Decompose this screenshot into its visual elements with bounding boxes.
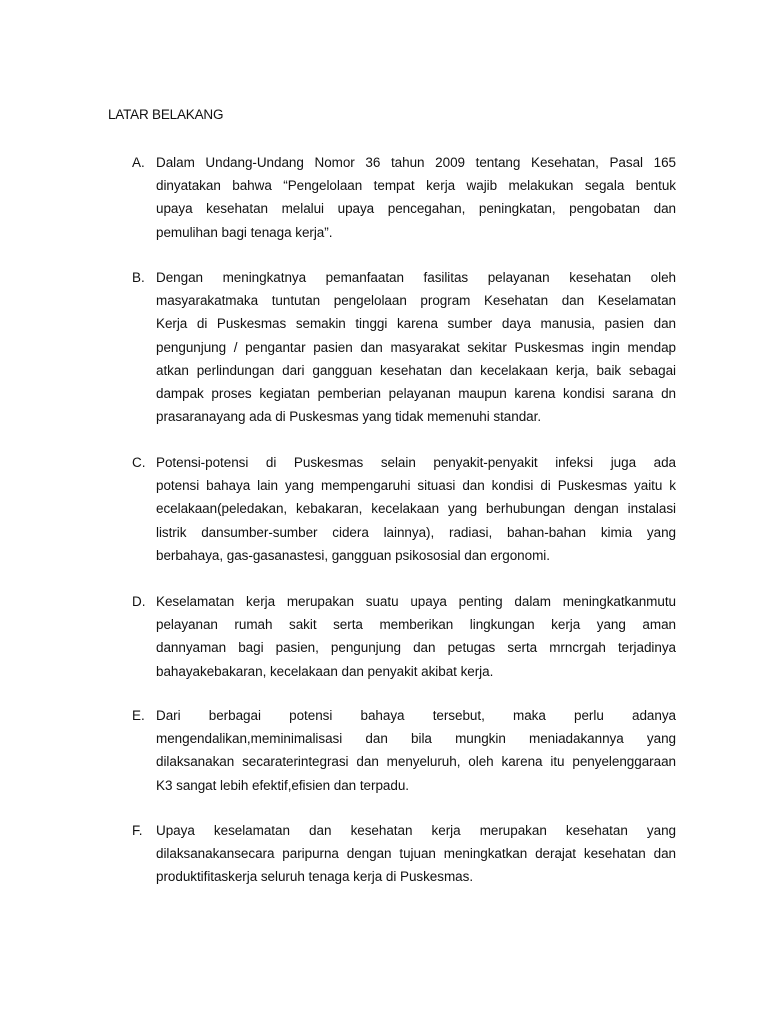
paragraph-line: Potensi-potensi di Puskesmas selain penyakit-penyakit infeksi juga ada bbox=[156, 455, 676, 470]
paragraph-line: Kerja di Puskesmas semakin tinggi karena sumber daya manusia, pasien dan bbox=[156, 316, 676, 332]
paragraph-line: Keselamatan kerja merupakan suatu upaya penting dalam meningkatkanmutu bbox=[156, 594, 676, 609]
paragraph-line: listrik dansumber-sumber cidera lainnya), radiasi, bahan-bahan kimia yang bbox=[156, 524, 676, 540]
paragraph-line: pengunjung / pengantar pasien dan masyarakat sekitar Puskesmas ingin mendap bbox=[156, 339, 676, 355]
list-marker: C. bbox=[132, 455, 146, 470]
list-marker: A. bbox=[132, 155, 145, 170]
paragraph bbox=[156, 819, 676, 889]
paragraph-line: masyarakatmaka tuntutan pengelolaan program Kesehatan dan Keselamatan bbox=[156, 293, 676, 309]
list-marker: F. bbox=[132, 823, 143, 838]
paragraph-line: Upaya keselamatan dan kesehatan kerja merupakan kesehatan yang bbox=[156, 823, 676, 838]
section-heading: LATAR BELAKANG bbox=[108, 107, 224, 122]
paragraph-line: bahayakebakaran, kecelakaan dan penyakit akibat kerja. bbox=[156, 663, 494, 679]
paragraph bbox=[156, 590, 676, 683]
paragraph-line: Dari berbagai potensi bahaya tersebut, maka perlu adanya bbox=[156, 708, 676, 723]
paragraph-line: K3 sangat lebih efektif,efisien dan terpadu. bbox=[156, 777, 409, 793]
paragraph bbox=[156, 451, 676, 567]
paragraph bbox=[156, 266, 676, 428]
paragraph-line: mengendalikan,meminimalisasi dan bila mungkin meniadakannya yang bbox=[156, 731, 676, 747]
paragraph-line: atkan perlindungan dari gangguan kesehatan dan kecelakaan kerja, baik sebagai bbox=[156, 362, 676, 378]
paragraph-line: upaya kesehatan melalui upaya pencegahan, peningkatan, pengobatan dan bbox=[156, 201, 676, 217]
paragraph bbox=[156, 151, 676, 244]
paragraph bbox=[156, 704, 676, 797]
paragraph-line: pemulihan bagi tenaga kerja”. bbox=[156, 224, 333, 240]
list-marker: E. bbox=[132, 708, 145, 723]
paragraph-line: potensi bahaya lain yang mempengaruhi situasi dan kondisi di Puskesmas yaitu k bbox=[156, 478, 676, 494]
list-marker: D. bbox=[132, 594, 146, 609]
paragraph-line: dampak proses kegiatan pemberian pelayanan maupun karena kondisi sarana dn bbox=[156, 385, 676, 401]
paragraph-line: berbahaya, gas-gasanastesi, gangguan psikososial dan ergonomi. bbox=[156, 547, 550, 563]
paragraph-line: pelayanan rumah sakit serta memberikan lingkungan kerja yang aman bbox=[156, 617, 676, 633]
paragraph-line: dilaksanakansecara paripurna dengan tujuan meningkatkan derajat kesehatan dan bbox=[156, 846, 676, 862]
paragraph-line: Dengan meningkatnya pemanfaatan fasilitas pelayanan kesehatan oleh bbox=[156, 270, 676, 285]
paragraph-line: Dalam Undang-Undang Nomor 36 tahun 2009 tentang Kesehatan, Pasal 165 bbox=[156, 155, 676, 170]
paragraph-line: ecelakaan(peledakan, kebakaran, kecelakaan yang berhubungan dengan instalasi bbox=[156, 501, 676, 517]
paragraph-line: produktifitaskerja seluruh tenaga kerja di Puskesmas. bbox=[156, 869, 474, 885]
paragraph-line: dilaksanakan secaraterintegrasi dan menyeluruh, oleh karena itu penyelenggaraan bbox=[156, 754, 676, 770]
paragraph-line: dannyaman bagi pasien, pengunjung dan petugas serta mrncrgah terjadinya bbox=[156, 640, 676, 656]
paragraph-line: dinyatakan bahwa “Pengelolaan tempat kerja wajib melakukan segala bentuk bbox=[156, 178, 676, 194]
list-marker: B. bbox=[132, 270, 145, 285]
paragraph-line: prasaranayang ada di Puskesmas yang tidak memenuhi standar. bbox=[156, 409, 542, 425]
